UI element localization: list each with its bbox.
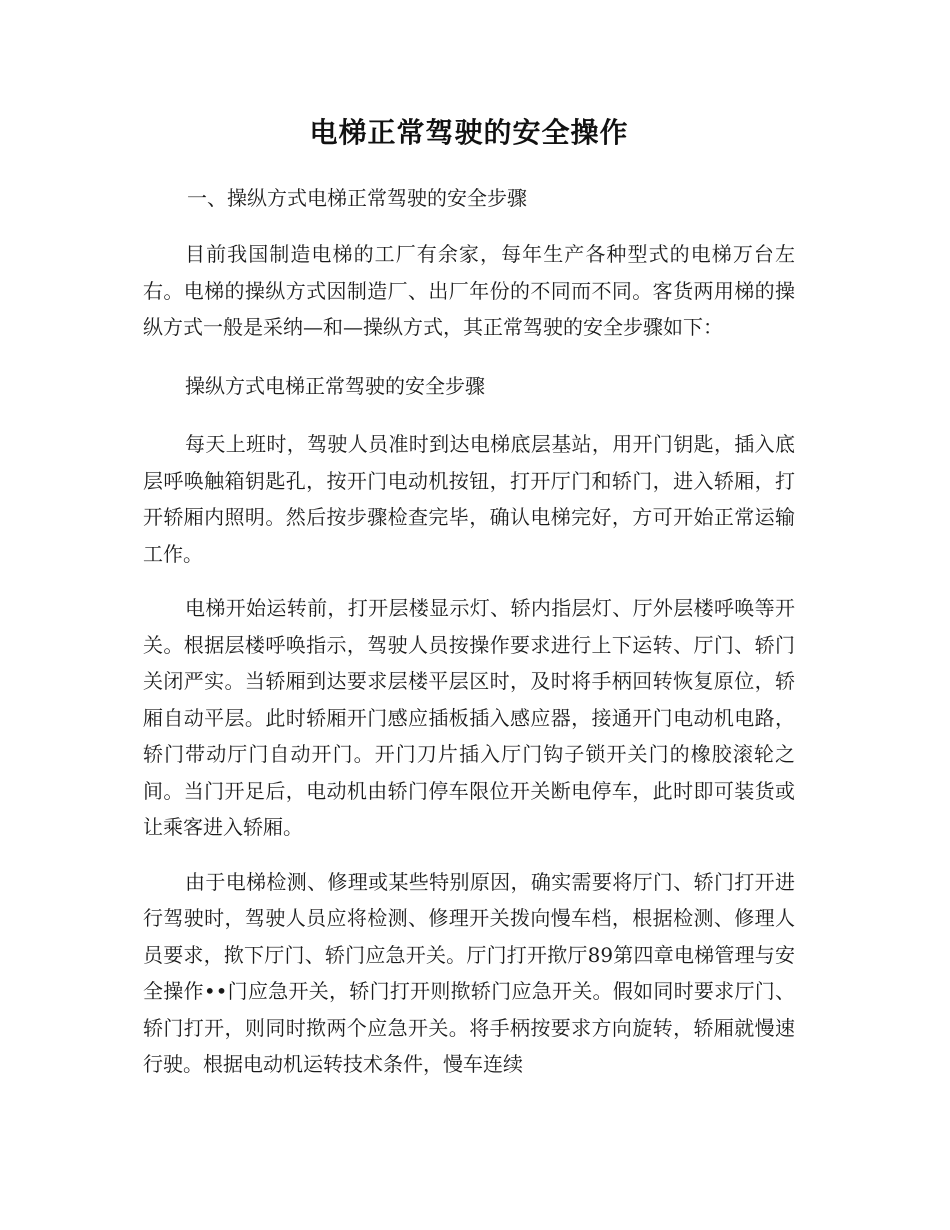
section-heading: 一、操纵方式电梯正常驾驶的安全步骤 [187,186,527,210]
paragraph-operation: 电梯开始运转前，打开层楼显示灯、轿内指层灯、厅外层楼呼唤等开关。根据层楼呼唤指示，驾驶人员按操作要求进行上下运转、厅门、轿门关闭严实。当轿厢到达要求层楼平层区时，及时将手柄回转恢复原位，轿厢自动平层。此时轿厢开门感应插板插入感应器，接通开门电动机电路，轿门带动厅门自动开门。开门刀片插入厅门钩子锁开关门的橡胶滚轮之间。当门开足后，电动机由轿门停车限位开关断电停车，此时即可装货或让乘客进入轿厢。 [143,596,795,839]
paragraph-intro: 目前我国制造电梯的工厂有余家，每年生产各种型式的电梯万台左右。电梯的操纵方式因制造厂、出厂年份的不同而不同。客货两用梯的操纵方式一般是采纳—和—操纵方式，其正常驾驶的安全步骤如下： [143,242,795,339]
paragraph-daily-start: 每天上班时，驾驶人员准时到达电梯底层基站，用开门钥匙，插入底层呼唤触箱钥匙孔，按开门电动机按钮，打开厅门和轿门，进入轿厢，打开轿厢内照明。然后按步骤检查完毕，确认电梯完好，方可开始正常运输工作。 [143,432,795,566]
paragraph-maintenance: 由于电梯检测、修理或某些特别原因，确实需要将厅门、轿门打开进行驾驶时，驾驶人员应将检测、修理开关拨向慢车档，根据检测、修理人员要求，揿下厅门、轿门应急开关。厅门打开揿厅89第四章电梯管理与安全操作••门应急开关，轿门打开则揿轿门应急开关。假如同时要求厅门、轿门打开，则同时揿两个应急开关。将手柄按要求方向旋转，轿厢就慢速行驶。根据电动机运转技术条件，慢车连续 [143,869,795,1076]
document-page [143,106,795,1083]
document-title: 电梯正常驾驶的安全操作 [309,116,629,149]
paragraph-subheading: 操纵方式电梯正常驾驶的安全步骤 [185,373,485,398]
